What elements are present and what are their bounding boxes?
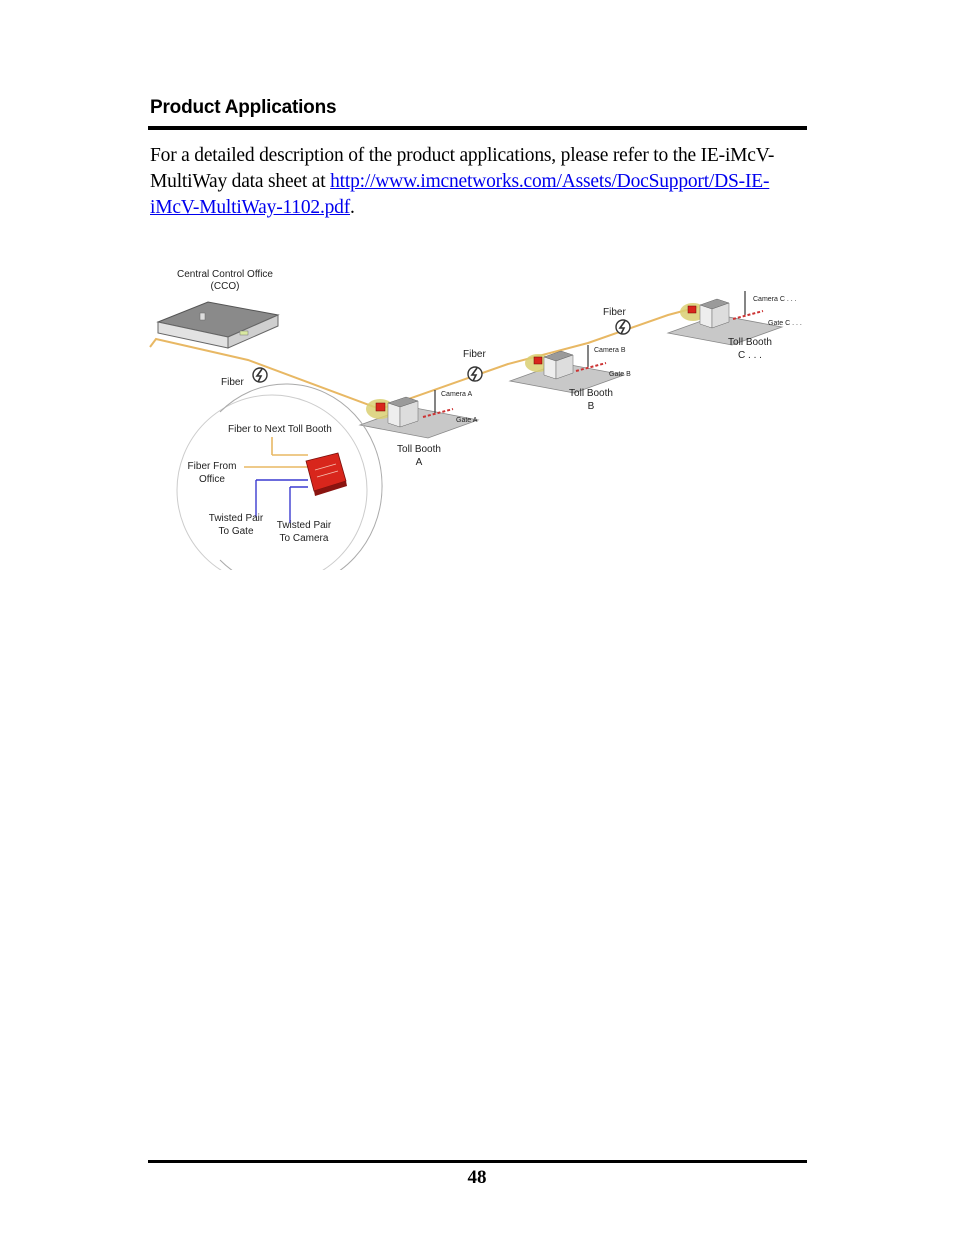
- cco-building: [158, 302, 278, 348]
- fiber-label-1: Fiber: [221, 377, 244, 388]
- inset-fiber-next-label: Fiber to Next Toll Booth: [228, 424, 332, 435]
- toll-booth-a-name: Toll Booth: [397, 444, 441, 455]
- camera-a-label: Camera A: [441, 391, 473, 398]
- inset-tp-gate-line1: Twisted Pair: [208, 513, 264, 524]
- inset-tp-gate-line2: To Gate: [218, 526, 254, 537]
- toll-booth-a-letter: A: [415, 457, 423, 468]
- gate-b-label: Gate B: [609, 371, 631, 378]
- fiber-connector-icon-3: [616, 320, 630, 334]
- section-heading: Product Applications: [150, 97, 337, 118]
- camera-c-label: Camera C . . .: [753, 296, 797, 303]
- heading-rule: [148, 126, 807, 130]
- intro-text: For a detailed description of the product applications, please refer to the IE-iMcV-MultiWay data sheet at: [150, 145, 775, 192]
- inset-fiber-from-line1: Fiber From: [187, 461, 237, 472]
- fiber-connector-icon-1: [253, 368, 267, 382]
- datasheet-link[interactable]: http://www.imcnetworks.com/Assets/DocSupport/DS-IE-iMcV-MultiWay-1102.pdf: [150, 171, 770, 218]
- page-number: 48: [467, 1167, 487, 1188]
- gate-c-label: Gate C . . .: [768, 320, 802, 327]
- intro-period: .: [350, 197, 355, 218]
- cco-label-line2: (CCO): [210, 281, 240, 292]
- fiber-connector-icon-2: [468, 367, 482, 381]
- toll-booth-c-letter: C . . .: [738, 350, 762, 361]
- fiber-label-3: Fiber: [603, 307, 626, 318]
- footer-rule: [148, 1160, 807, 1163]
- inset-tp-camera-line2: To Camera: [279, 533, 329, 544]
- multiway-device-icon: [306, 453, 347, 496]
- gate-a-label: Gate A: [456, 417, 478, 424]
- camera-b-label: Camera B: [594, 347, 626, 354]
- inset-tp-camera-line1: Twisted Pair: [276, 520, 332, 531]
- toll-booth-b-letter: B: [587, 401, 595, 412]
- toll-booth-b-name: Toll Booth: [569, 388, 613, 399]
- inset-fiber-from-line2: Office: [199, 474, 225, 485]
- cco-label-line1: Central Control Office: [177, 269, 273, 280]
- intro-paragraph: [150, 143, 790, 221]
- fiber-label-2: Fiber: [463, 349, 486, 360]
- application-diagram: [148, 255, 808, 570]
- toll-booth-c-name: Toll Booth: [728, 337, 772, 348]
